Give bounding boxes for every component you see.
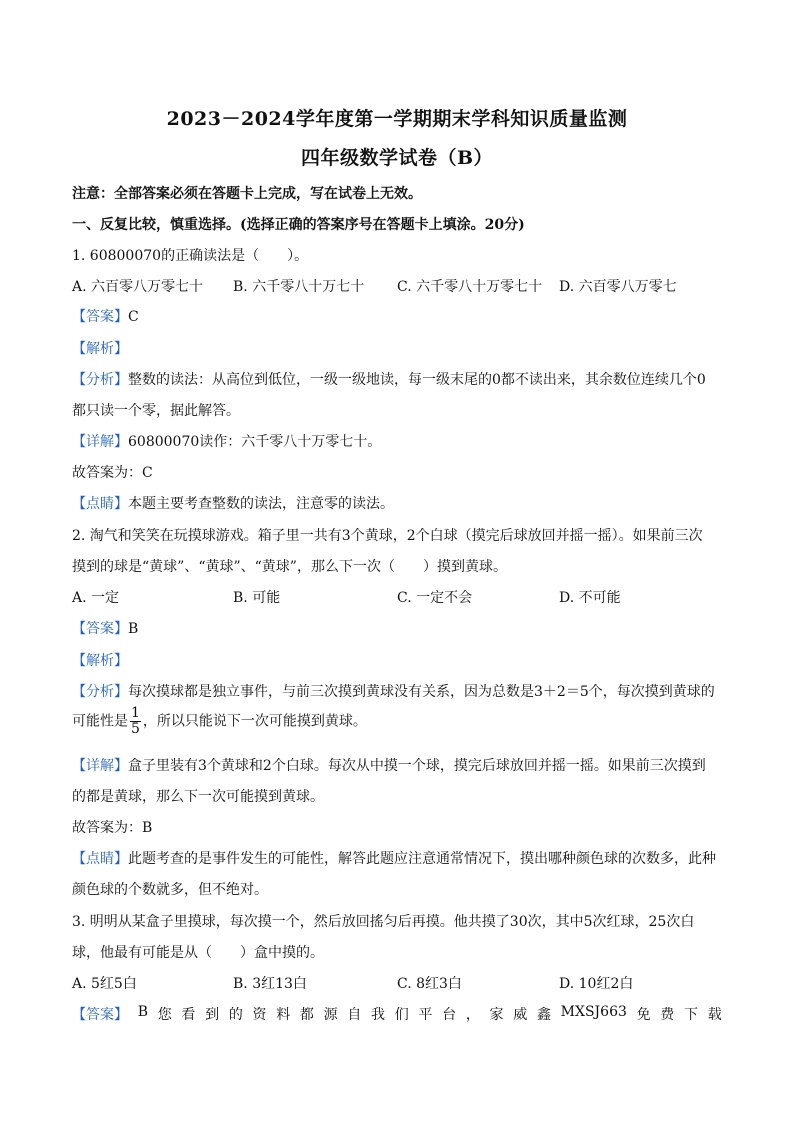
question-1-option-c: C. 六千零八十万零七十 — [397, 279, 543, 295]
answer-tag: 【答案】 — [72, 309, 128, 325]
question-2-stem: 2. 淘气和笑笑在玩摸球游戏。箱子里一共有3个黄球，2个白球（摸完后球放回并摇一摇）。如果前三次 — [72, 528, 703, 544]
question-1-final: 故答案为：C — [72, 465, 153, 481]
watermark-char: 自 — [347, 1007, 362, 1023]
question-2-detail — [72, 755, 722, 775]
watermark-char: 家 — [489, 1007, 504, 1023]
question-1-analysis — [72, 338, 722, 358]
fraction-denominator: 5 — [131, 721, 140, 737]
watermark-char: 下 — [684, 1007, 698, 1023]
notice: 注意：全部答案必须在答题卡上完成，写在试卷上无效。 — [72, 186, 422, 202]
watermark-char: 平 — [418, 1007, 433, 1023]
watermark-char: ， — [465, 1007, 480, 1023]
question-3-option-d: D. 10红2白 — [559, 976, 634, 992]
question-3-answer-line — [72, 1004, 722, 1024]
question-2-fenxi — [72, 681, 722, 701]
answer-value: B — [137, 1004, 148, 1020]
fenxi-suffix: ，所以只能说下一次可能摸到黄球。 — [142, 713, 367, 730]
exam-subtitle: 四年级数学试卷（B） — [300, 147, 494, 169]
question-2-answer — [72, 618, 722, 638]
watermark-char: 免 — [636, 1007, 651, 1023]
watermark-char: 都 — [299, 1007, 314, 1023]
question-1-answer — [72, 306, 722, 326]
question-2-option-d: D. 不可能 — [559, 590, 621, 606]
watermark-char: 资 — [252, 1007, 267, 1023]
watermark-char: 威 — [513, 1007, 528, 1023]
watermark-char: 鑫 — [536, 1007, 551, 1023]
question-3-option-c: C. 8红3白 — [397, 976, 462, 992]
analysis-tag: 【解析】 — [72, 653, 128, 669]
answer-tag: 【答案】 — [72, 621, 128, 637]
question-1-option-b: B. 六千零八十万七十 — [233, 279, 365, 295]
detail-text: 60800070读作：六千零八十万零七十。 — [128, 434, 382, 450]
question-3-stem-cont: 球，他最有可能是从（ ）盒中摸的。 — [72, 945, 324, 961]
question-3-option-a: A. 5红5白 — [72, 976, 137, 992]
watermark-char: 到 — [205, 1007, 220, 1023]
comment-tag: 【点睛】 — [72, 496, 128, 512]
detail-tag: 【详解】 — [72, 434, 128, 450]
answer-value: C — [128, 309, 139, 325]
fenxi-tag: 【分析】 — [72, 684, 128, 700]
fraction-numerator: 1 — [131, 705, 140, 721]
question-2-option-a: A. 一定 — [72, 590, 120, 606]
watermark-char: 源 — [323, 1007, 338, 1023]
exam-title: 2023－2024学年度第一学期期末学科知识质量监测 — [166, 108, 628, 130]
detail-text: 盒子里装有3个黄球和2个白球。每次从中摸一个球，摸完后球放回并摇一摇。如果前三次摸到 — [128, 758, 706, 774]
section-heading: 一、反复比较，慎重选择。(选择正确的答案序号在答题卡上填涂。20分) — [72, 217, 525, 233]
question-2-comment-cont: 颜色球的个数就多，但不绝对。 — [72, 882, 268, 898]
watermark-char: 费 — [660, 1007, 675, 1023]
fenxi-text: 整数的读法：从高位到低位，一级一级地读，每一级末尾的0都不读出来，其余数位连续几个0 — [128, 372, 706, 388]
answer-tag: 【答案】 — [72, 1007, 128, 1023]
watermark-char: 们 — [394, 1007, 409, 1023]
fenxi-prefix: 可能性是 — [72, 713, 128, 730]
question-2-stem-cont: 摸到的球是“黄球”、“黄球”、“黄球”，那么下一次（ ）摸到黄球。 — [72, 559, 507, 575]
question-3-stem: 3. 明明从某盒子里摸球，每次摸一个，然后放回搖匀后再摸。他共摸了30次，其中5次红球，25次白 — [72, 914, 695, 930]
comment-text: 此题考查的是事件发生的可能性，解答此题应注意通常情况下，摸出哪种颜色球的次数多，此种 — [128, 851, 716, 867]
question-2-fenxi-cont — [72, 706, 722, 737]
watermark-char: 看 — [181, 1007, 196, 1023]
question-1-stem: 1. 60800070的正确读法是（ ）。 — [72, 248, 309, 264]
watermark-char: 我 — [371, 1007, 386, 1023]
watermark-char: 载 — [707, 1007, 722, 1023]
question-3-option-b: B. 3红13白 — [233, 976, 307, 992]
detail-tag: 【详解】 — [72, 758, 128, 774]
question-2-option-b: B. 可能 — [233, 590, 281, 606]
question-1-fenxi — [72, 369, 722, 389]
question-1-detail — [72, 431, 722, 451]
question-1-comment — [72, 493, 722, 513]
watermark-code: MXSJ663 — [560, 1004, 627, 1020]
fenxi-text: 每次摸球都是独立事件，与前三次摸到黄球没有关系，因为总数是3＋2＝5个，每次摸到黄球的 — [128, 684, 715, 700]
question-2-final: 故答案为：B — [72, 820, 153, 836]
question-2-option-c: C. 一定不会 — [397, 590, 473, 606]
question-1-option-a: A. 六百零八万零七十 — [72, 279, 204, 295]
question-1-fenxi-cont: 都只读一个零，据此解答。 — [72, 403, 240, 419]
watermark-char: 的 — [228, 1007, 243, 1023]
fenxi-tag: 【分析】 — [72, 372, 128, 388]
fraction-one-fifth — [130, 706, 141, 737]
question-2-comment — [72, 848, 722, 868]
comment-text: 本题主要考查整数的读法，注意零的读法。 — [128, 496, 394, 512]
watermark-char: 台 — [442, 1007, 457, 1023]
question-2-analysis — [72, 650, 722, 670]
question-2-detail-cont: 的都是黄球，那么下一次可能摸到黄球。 — [72, 789, 324, 805]
analysis-tag: 【解析】 — [72, 341, 128, 357]
answer-value: B — [128, 621, 139, 637]
watermark-char: 您 — [157, 1007, 172, 1023]
comment-tag: 【点睛】 — [72, 851, 128, 867]
question-1-option-d: D. 六百零八万零七 — [559, 279, 677, 295]
watermark-char: 料 — [276, 1007, 291, 1023]
